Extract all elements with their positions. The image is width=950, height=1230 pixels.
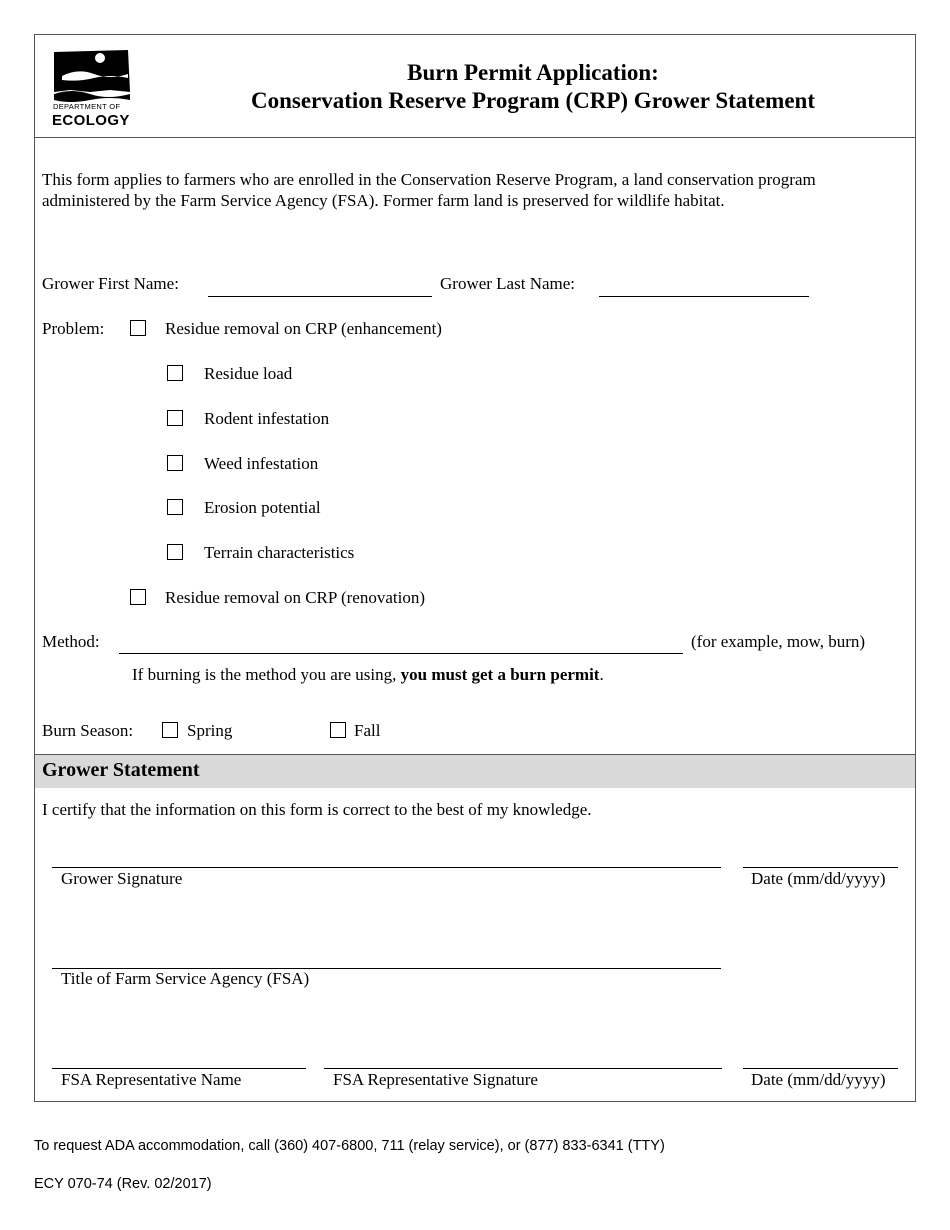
fsa-rep-signature-line xyxy=(324,1068,722,1069)
intro-line-2: administered by the Farm Service Agency (FSA). Former farm land is preserved for wildlife habitat. xyxy=(42,191,725,210)
renovation-checkbox[interactable] xyxy=(130,589,146,605)
grower-signature-field[interactable] xyxy=(54,840,718,866)
logo-ecology-text: ECOLOGY xyxy=(52,112,130,129)
grower-statement-heading: Grower Statement xyxy=(42,759,200,781)
date2-label: Date (mm/dd/yyyy) xyxy=(751,1070,886,1089)
method-hint: (for example, mow, burn) xyxy=(691,632,866,651)
enhancement-label: Residue removal on CRP (enhancement) xyxy=(165,319,442,338)
burn-season-label: Burn Season: xyxy=(42,721,134,740)
date1-line xyxy=(743,867,898,868)
residue-load-label: Residue load xyxy=(204,364,293,383)
date2-line xyxy=(743,1068,898,1069)
erosion-potential-label: Erosion potential xyxy=(204,498,321,517)
first-name-field[interactable] xyxy=(212,272,430,294)
intro-line-1: This form applies to farmers who are enrolled in the Conservation Reserve Program, a land conservation program xyxy=(42,170,816,189)
first-name-underline xyxy=(208,296,432,297)
erosion-potential-checkbox[interactable] xyxy=(167,499,183,515)
logo-department-text: DEPARTMENT OF xyxy=(53,102,121,111)
method-field[interactable] xyxy=(122,630,680,652)
fsa-rep-signature-field[interactable] xyxy=(326,1042,719,1068)
fsa-rep-name-field[interactable] xyxy=(54,1042,304,1068)
weed-infestation-checkbox[interactable] xyxy=(167,455,183,471)
last-name-field[interactable] xyxy=(602,272,808,294)
rodent-infestation-label: Rodent infestation xyxy=(204,409,330,428)
fsa-title-field[interactable] xyxy=(54,941,718,967)
date2-field[interactable] xyxy=(745,1042,895,1068)
first-name-label: Grower First Name: xyxy=(42,274,179,293)
terrain-characteristics-label: Terrain characteristics xyxy=(204,543,355,562)
date1-field[interactable] xyxy=(745,840,895,866)
fsa-rep-name-line xyxy=(52,1068,306,1069)
certify-text: I certify that the information on this form is correct to the best of my knowledge. xyxy=(42,800,592,819)
grower-signature-line xyxy=(52,867,721,868)
enhancement-checkbox[interactable] xyxy=(130,320,146,336)
method-label: Method: xyxy=(42,632,100,651)
fsa-rep-name-label: FSA Representative Name xyxy=(61,1070,242,1089)
burn-permit-note: If burning is the method you are using, you must get a burn permit. xyxy=(132,665,604,684)
spring-checkbox[interactable] xyxy=(162,722,178,738)
rodent-infestation-checkbox[interactable] xyxy=(167,410,183,426)
method-underline xyxy=(119,653,683,654)
grower-signature-label: Grower Signature xyxy=(61,869,183,888)
spring-label: Spring xyxy=(187,721,233,740)
last-name-underline xyxy=(599,296,809,297)
problem-label: Problem: xyxy=(42,319,105,338)
page-title: Burn Permit Application: xyxy=(407,60,659,85)
header-divider xyxy=(34,137,916,138)
burn-permit-note-emphasis: you must get a burn permit xyxy=(400,665,600,684)
page-subtitle: Conservation Reserve Program (CRP) Grower Statement xyxy=(251,88,815,113)
ada-accommodation-text: To request ADA accommodation, call (360) 407-6800, 711 (relay service), or (877) 833-6341 (TTY) xyxy=(34,1138,665,1154)
fall-checkbox[interactable] xyxy=(330,722,346,738)
date1-label: Date (mm/dd/yyyy) xyxy=(751,869,886,888)
last-name-label: Grower Last Name: xyxy=(440,274,576,293)
fall-label: Fall xyxy=(354,721,381,740)
residue-load-checkbox[interactable] xyxy=(167,365,183,381)
form-id: ECY 070-74 (Rev. 02/2017) xyxy=(34,1176,212,1192)
fsa-rep-signature-label: FSA Representative Signature xyxy=(333,1070,538,1089)
fsa-title-label: Title of Farm Service Agency (FSA) xyxy=(61,969,310,988)
terrain-characteristics-checkbox[interactable] xyxy=(167,544,183,560)
renovation-label: Residue removal on CRP (renovation) xyxy=(165,588,425,607)
weed-infestation-label: Weed infestation xyxy=(204,454,319,473)
